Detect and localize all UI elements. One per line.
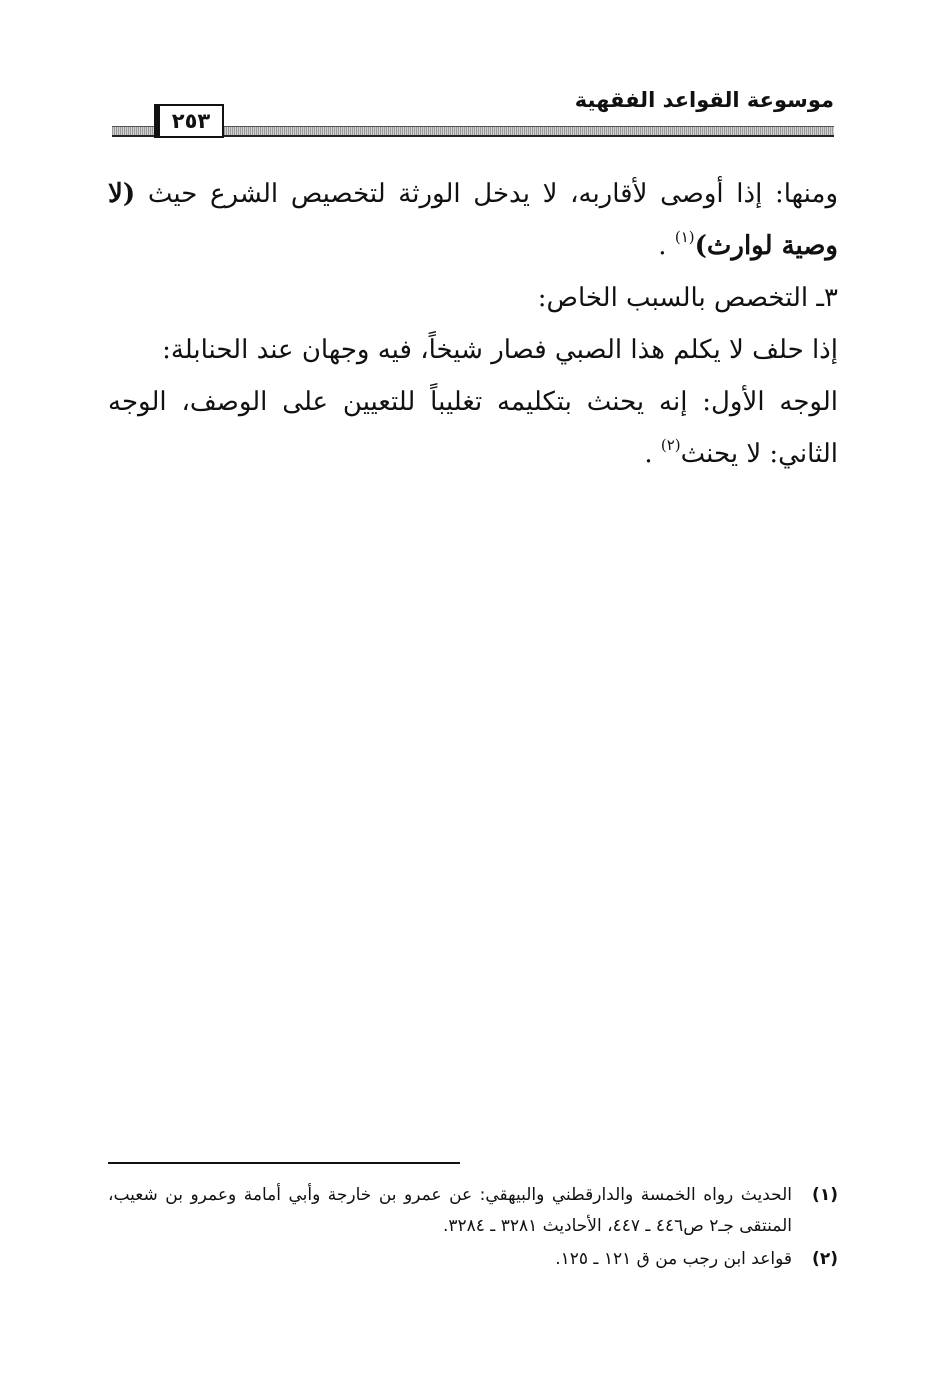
footnote-1 <box>108 1180 838 1242</box>
paragraph-3 <box>108 376 838 480</box>
footnote-marker-1[interactable]: (١) <box>674 228 695 246</box>
paragraph-3-text: الوجه الأول: إنه يحنث بتكليمه تغليباً للتعيين على الوصف، الوجه الثاني: لا يحنث <box>108 387 838 469</box>
paragraph-1 <box>108 168 838 272</box>
running-title: موسوعة القواعد الفقهية <box>569 88 834 112</box>
footnote-separator <box>108 1162 460 1164</box>
footnote-text: الحديث رواه الخمسة والدارقطني والبيهقي: عن عمرو بن خارجة وأبي أمامة وعمرو بن شعيب، المنتقى جـ٢ ص٤٤٦ ـ ٤٤٧، الأحاديث ٣٢٨١ ـ ٣٢٨٤. <box>108 1185 792 1236</box>
footnote-marker-2[interactable]: (٢) <box>660 436 681 454</box>
footnote-number: (٢) <box>812 1249 838 1269</box>
paragraph-1-end: . <box>658 231 667 261</box>
paragraph-3-end: . <box>644 439 653 469</box>
section-heading: ٣ـ التخصص بالسبب الخاص: <box>537 283 838 313</box>
footnote-text: قواعد ابن رجب من ق ١٢١ ـ ١٢٥. <box>555 1249 792 1269</box>
hadith-quote: (لا وصية لوارث) <box>108 179 838 261</box>
page-header <box>112 82 834 142</box>
footnote-2 <box>108 1244 838 1275</box>
page-number: ٢٥٣ <box>158 104 224 138</box>
paragraph-1-text: ومنها: إذا أوصى لأقاربه، لا يدخل الورثة لتخصيص الشرع حيث <box>147 179 838 209</box>
main-text <box>108 168 838 480</box>
paragraph-2: إذا حلف لا يكلم هذا الصبي فصار شيخاً، فيه وجهان عند الحنابلة: <box>162 335 838 365</box>
footnote-list <box>108 1180 838 1277</box>
footnote-number: (١) <box>812 1185 838 1205</box>
